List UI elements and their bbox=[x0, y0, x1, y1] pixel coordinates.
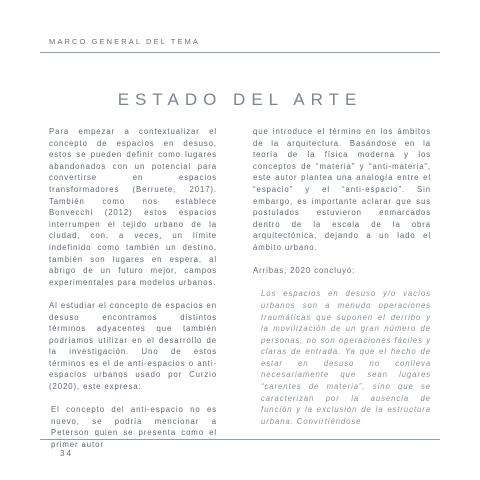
section-header: MARCO GENERAL DEL TEMA bbox=[49, 37, 200, 46]
right-column bbox=[253, 126, 431, 439]
top-divider bbox=[40, 52, 440, 53]
left-paragraph-3: El concepto del anti-espacio no es nuevo, se podría mencionar a Peterson quien se presenta como el primer autor bbox=[51, 405, 217, 450]
block-quote: Los espacios en desuso y/o vacíos urbanos son a menudo operaciones traumáticas que suponen el derribo y la movilización de un gran número de personas, no son operaciones fáciles y claras de entrada. Ya que el hecho de estar en desuso no conlleva necesariamente que sean lugares “carentes de materia”, sino que se caracterizan por la ausencia de función y la exclusión de la estructura urbana. Convirtiéndose bbox=[261, 289, 431, 426]
right-paragraph-2: Arribas, 2020 concluyó: bbox=[253, 266, 356, 276]
bottom-divider bbox=[40, 439, 440, 440]
left-paragraph-2: Al estudiar el concepto de espacios en desuso encontramos distintos términos adyacentes que también podríamos utilizar en el desarrollo de la investigación. Uno de estos términos es el de anti-espacios o anti-espacios urbanos usado por Curzio (2020), este expresa: bbox=[49, 300, 217, 392]
page-title: ESTADO DEL ARTE bbox=[117, 90, 363, 110]
left-column bbox=[49, 126, 217, 462]
left-paragraph-1: Para empezar a contextualizar el concepto de espacios en desuso, estos se pueden definir como lugares abandonados con un potencial para convertirse en espacios transformadores (Berruete, 2017). También como nos establece Bonvecchi (2012) estos espacios interrumpen el tejido urbano de la ciudad, con, a veces, un límite indefinido como también un destino, también son lugares en espera, al abrigo de un futuro mejor, campos experimentales para modelos urbanos. bbox=[49, 127, 217, 287]
right-paragraph-1: que introduce el término en los ámbitos de la arquitectura. Basándose en la teoría de la física moderna y los conceptos de “materia” y “anti-materia”, este autor plantea una analogía entre el “espacio” y el “anti-espacio”. Sin embargo, es importante aclarar que sus postulados estuvieron enmarcados dentro de la escala de la obra arquitectónica, dejando a un lado el ámbito urbano. bbox=[253, 127, 431, 252]
page-number: 34 bbox=[60, 449, 73, 458]
